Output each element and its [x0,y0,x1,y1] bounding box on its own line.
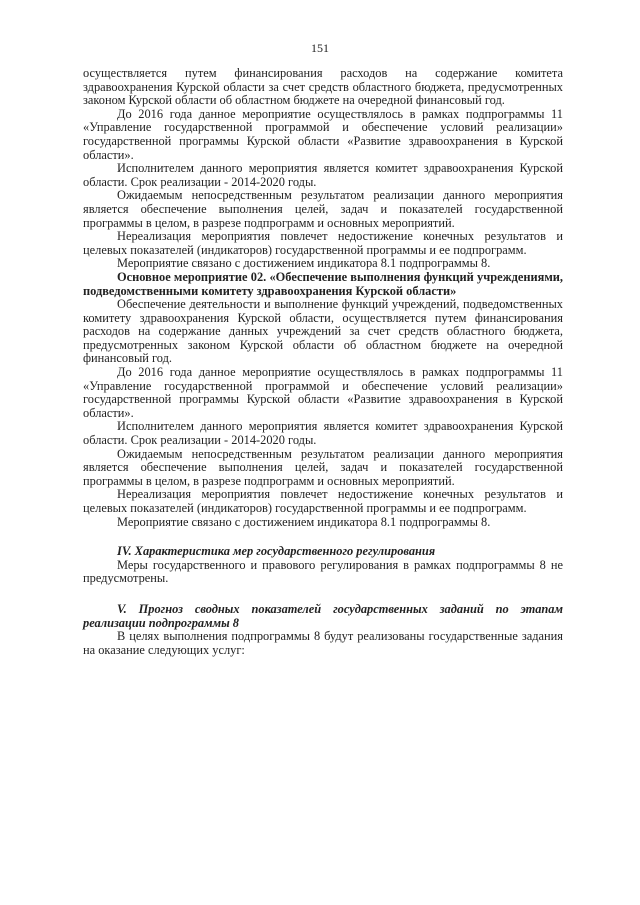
paragraph: Мероприятие связано с достижением индикатора 8.1 подпрограммы 8. [117,256,491,271]
paragraph: осуществляется путем финансирования расходов на содержание комитета здравоохранения Курской области за счет средств областного бюджета, предусмотренных законом Курской области об областном бюджете на очередной финансовый год. [83,66,563,108]
paragraph: До 2016 года данное мероприятие осуществлялось в рамках подпрограммы 11 «Управление государственной программой и обеспечение условий реализации» государственной программы Курской области «Развитие здравоохранения в Курской области». [83,106,563,162]
section-5-heading: V. Прогноз сводных показателей государственных заданий по этапам реализации подпрограммы 8 [83,601,563,630]
paragraph: Меры государственного и правового регулирования в рамках подпрограммы 8 не предусмотрены. [83,557,563,586]
paragraph: Ожидаемым непосредственным результатом реализации данного мероприятия является обеспечение выполнения целей, задач и показателей государственной программы в целом, в разрезе подпрограмм и основных мероприятий. [83,446,563,488]
measure-heading: Основное мероприятие 02. «Обеспечение выполнения функций учреждениями, подведомственными комитету здравоохранения Курской области» [83,269,563,298]
paragraph: До 2016 года данное мероприятие осуществлялось в рамках подпрограммы 11 «Управление государственной программой и обеспечение условий реализации» государственной программы Курской области «Развитие здравоохранения в Курской области». [83,365,563,420]
paragraph: Нереализация мероприятия повлечет недостижение конечных результатов и целевых показателей (индикаторов) государственной программы и ее подпрограмм. [83,487,563,515]
document-body [83,67,563,657]
paragraph: Обеспечение деятельности и выполнение функций учреждений, подведомственных комитету здравоохранения Курской области, осуществляется путем финансирования расходов на содержание данных учреждений за счет средств областного бюджета, предусмотренных законом Курской области об областном бюджете на очередной финансовый год. [83,297,563,366]
paragraph: Мероприятие связано с достижением индикатора 8.1 подпрограммы 8. [117,514,491,529]
paragraph: В целях выполнения подпрограммы 8 будут реализованы государственные задания на оказание следующих услуг: [83,628,563,657]
paragraph: Нереализация мероприятия повлечет недостижение конечных результатов и целевых показателей (индикаторов) государственной программы и ее подпрограмм. [83,229,563,257]
section-4-heading: IV. Характеристика мер государственного регулирования [117,544,436,559]
paragraph: Ожидаемым непосредственным результатом реализации данного мероприятия является обеспечение выполнения целей, задач и показателей государственной программы в целом, в разрезе подпрограмм и основных мероприятий. [83,188,563,230]
paragraph: Исполнителем данного мероприятия является комитет здравоохранения Курской области. Срок реализации - 2014-2020 годы. [83,161,563,189]
paragraph: Исполнителем данного мероприятия является комитет здравоохранения Курской области. Срок реализации - 2014-2020 годы. [83,419,563,448]
page-number: 151 [311,41,329,55]
